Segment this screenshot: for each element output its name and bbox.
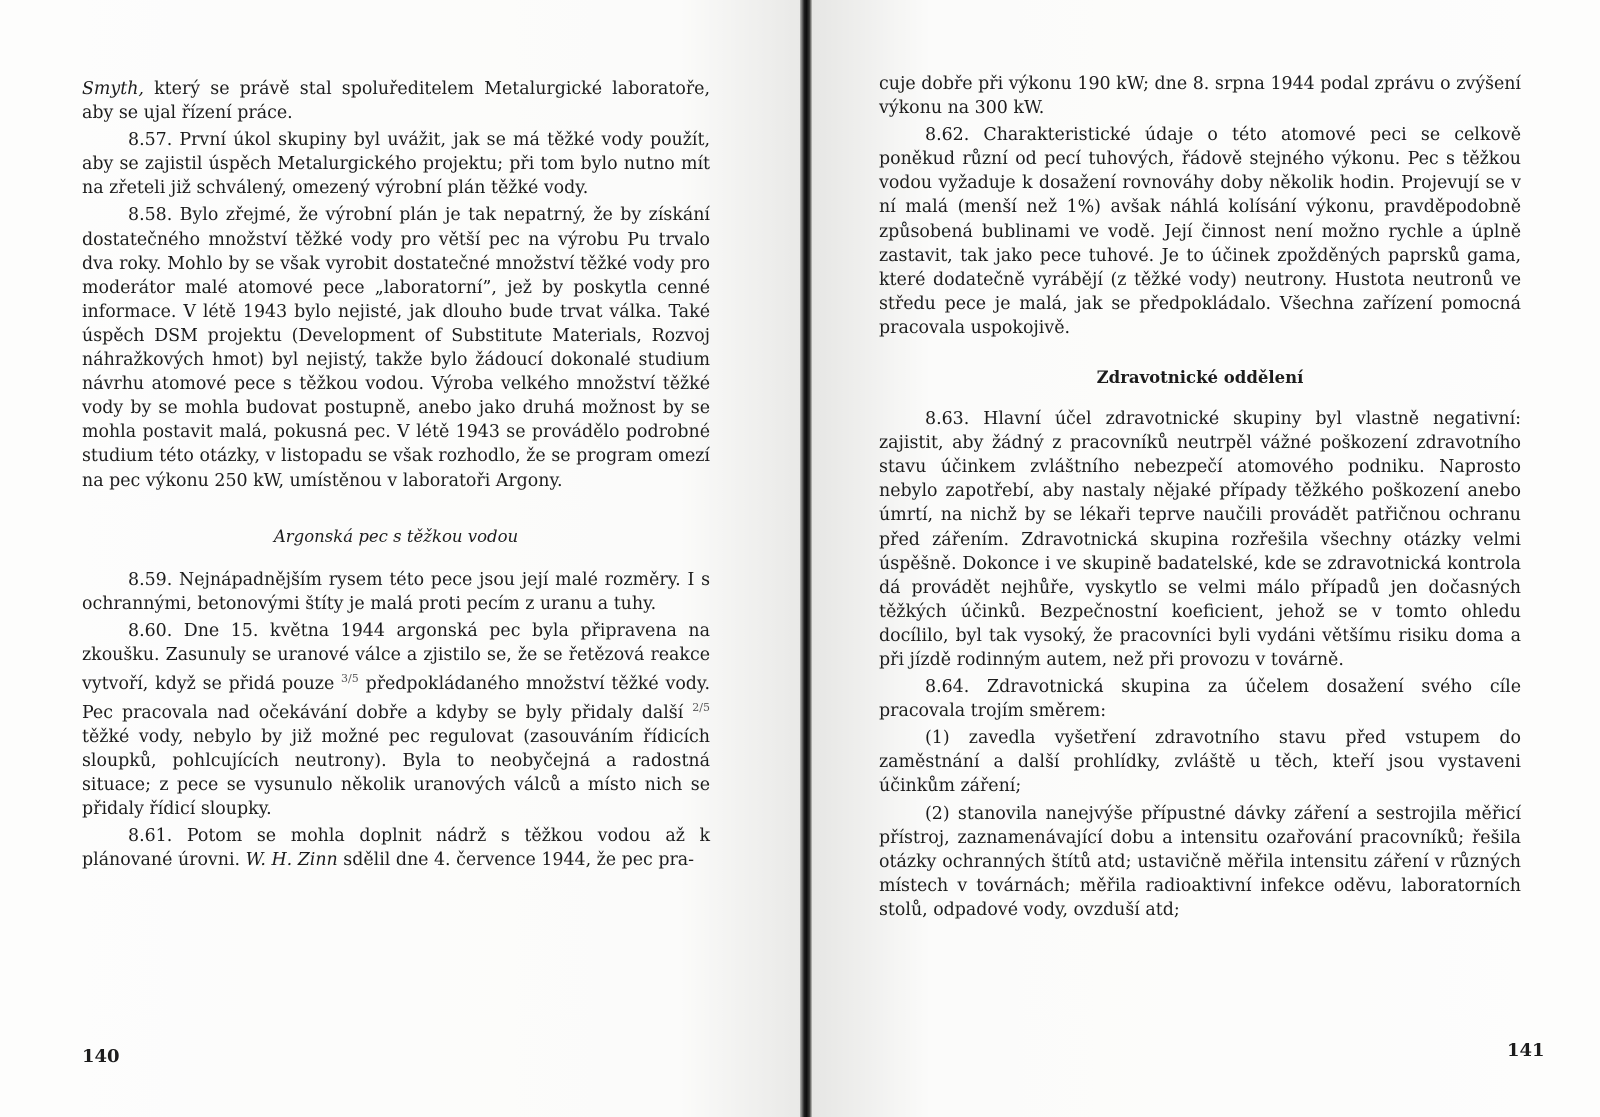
- person-name: W. H. Zinn: [245, 850, 338, 871]
- list-item-number: (1): [925, 728, 950, 749]
- section-heading: Argonská pec s těžkou vodou: [273, 526, 519, 546]
- book-gutter: [800, 0, 812, 1117]
- section-number: 8.64.: [925, 677, 970, 698]
- paragraph-8-60: 8.60. Dne 15. května 1944 argonská pec byla připravena na zkoušku. Zasunuly se uranové válce a zjistilo se, že se řetězová reakce vytvoří, když se přidá pouze $^{3/5}$ předpokládaného množství těžké vody. Pec pracovala nad očekávání dobře a kdyby se byly přidaly další $^{2/5}$ těžké vody, nebylo by již možné pec regulovat (zasouváním řídicích sloupků, pohlcujících neutrony). Byla to neobyčejná a radostná situace; z pece se vysunulo několik uranových válců a místo nich se přidaly řídicí sloupky.: [82, 620, 710, 820]
- section-heading: Zdravotnické oddělení: [1096, 368, 1304, 388]
- list-item: (1) zavedla vyšetření zdravotního stavu před vstupem do zaměstnání a další prohlídky, zvláště u těch, kteří jsou vystaveni účinkům záření;: [879, 728, 1521, 797]
- paragraph-8-57: 8.57. První úkol skupiny byl uvážit, jak se má těžké vody použít, aby se zajistil úspěch Metalurgického projektu; při tom bylo nutno mít na zřeteli již schválený, omezený výrobní plán těžké vody.: [82, 130, 710, 199]
- page-number-left: 140: [82, 1046, 120, 1067]
- paragraph-continuation: Smyth, který se právě stal spoluředitelem Metalurgické laboratoře, aby se ujal řízení práce.: [82, 79, 710, 124]
- section-number: 8.63.: [925, 409, 970, 430]
- paragraph-continuation: cuje dobře při výkonu 190 kW; dne 8. srpna 1944 podal zprávu o zvýšení výkonu na 300 kW.: [879, 74, 1521, 119]
- fraction-three-fifths: 3/5: [341, 671, 359, 685]
- section-number: 8.62.: [925, 125, 970, 146]
- paragraph-8-62: 8.62. Charakteristické údaje o této atomové peci se celkově poněkud různí od pecí tuhových, řádově stejného výkonu. Pec s těžkou vodou vyžaduje k dosažení rovnováhy doby několik hodin. Projevují se v ní malá (menší než 1%) avšak náhlá kolísání výkonu, pravděpodobně způsobená bublinami ve vodě. Její činnost není možno rychle a úplně zastavit, tak jako pece tuhové. Je to účinek zpožděných paprsků gama, které dodatečně vyrábějí (z těžké vody) neutrony. Hustota neutronů ve středu pece je malá, jak se předpokládalo. Všechna zařízení pomocná pracovala uspokojivě.: [879, 125, 1521, 338]
- right-page: [812, 0, 1600, 1117]
- list-item: (2) stanovila nanejvýše přípustné dávky záření a sestrojila měřicí přístroj, zaznamenávající dobu a intensitu ozařování pracovníků; řešila otázky ochranných štítů atd; ustavičně měřila intensitu záření v různých místech v továrnách; měřila radioaktivní infekce oděvu, laboratorních stolů, odpadové vody, ovzduší atd;: [879, 803, 1521, 920]
- right-text-block: [879, 72, 1521, 922]
- list-item-number: (2): [925, 803, 950, 824]
- section-number: 8.58.: [128, 205, 173, 226]
- page-number-right: 141: [1507, 1040, 1545, 1061]
- section-number: 8.59.: [128, 569, 173, 590]
- paragraph-8-61: 8.61. Potom se mohla doplnit nádrž s těžkou vodou až k plánované úrovni. W. H. Zinn sdělil dne 4. července 1944, že pec pra-: [82, 826, 710, 871]
- paragraph-8-59: 8.59. Nejnápadnějším rysem této pece jsou její malé rozměry. I s ochrannými, betonovými štíty je malá proti pecím z uranu a tuhy.: [82, 569, 710, 614]
- author-name: Smyth,: [82, 79, 144, 99]
- section-number: 8.57.: [128, 130, 173, 151]
- paragraph-8-63: 8.63. Hlavní účel zdravotnické skupiny byl vlastně negativní: zajistit, aby žádný z pracovníků neutrpěl vážné poškození zdravotního stavu účinkem zvláštního nebezpečí atomového podniku. Naprosto nebylo zapotřebí, aby nastaly nějaké případy těžkého poškození anebo úmrtí, na nichž by se lékaři teprve naučili provádět patřičnou ochranu před zářením. Zdravotnická skupina rozřešila všechny otázky velmi úspěšně. Dokonce i ve skupině badatelské, kde se zdravotnická kontrola dá provádět nejhůře, vyskytlo se velmi málo případů jen dočasných těžkých účinků. Bezpečnostní koeficient, jehož se v tomto ohledu docílilo, byl tak vysoký, že pracovníci byli vydáni většímu risiku doma a při jízdě rodinným autem, než při provozu v továrně.: [879, 409, 1521, 670]
- section-number: 8.61.: [128, 826, 173, 847]
- left-text-block: [82, 77, 710, 872]
- paragraph-8-58: 8.58. Bylo zřejmé, že výrobní plán je tak nepatrný, že by získání dostatečného množství těžké vody pro větší pec na výrobu Pu trvalo dva roky. Mohlo by se však vyrobit dostatečné množství těžké vody pro moderátor malé atomové pece „laboratorní”, jež by poskytla cenné informace. V létě 1943 bylo nejisté, jak dlouho bude trvat válka. Také úspěch DSM projektu (Development of Substitute Materials, Rozvoj náhražkových hmot) byl nejistý, takže bylo žádoucí dokonalé studium návrhu atomové pece s těžkou vodou. Výroba velkého množství těžké vody by se mohla budovat postupně, anebo jako druhá možnost by se mohla postavit malá, pokusná pec. V létě 1943 se provádělo podrobné studium této otázky, v listopadu se však rozhodlo, že se program omezí na pec výkonu 250 kW, umístěnou v laboratoři Argony.: [82, 205, 710, 491]
- paragraph-8-64: 8.64. Zdravotnická skupina za účelem dosažení svého cíle pracovala trojím směrem:: [879, 677, 1521, 722]
- section-number: 8.60.: [128, 620, 173, 641]
- fraction-two-fifths: 2/5: [692, 700, 710, 714]
